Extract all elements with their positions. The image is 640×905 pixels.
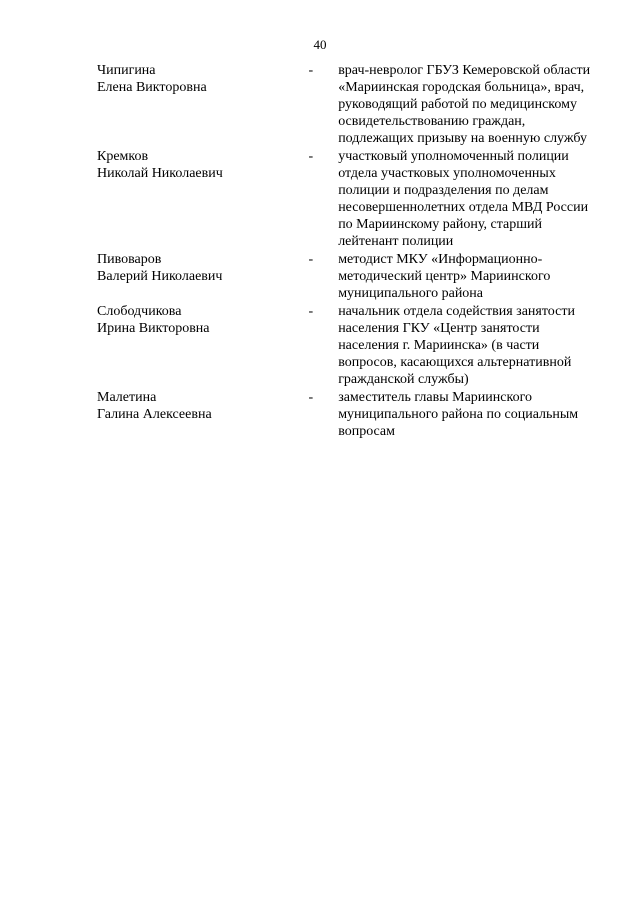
separator-dash: - <box>308 63 314 78</box>
member-name <box>97 62 304 147</box>
separator-dash: - <box>308 390 314 405</box>
separator-dash: - <box>308 252 314 267</box>
member-role: врач-невролог ГБУЗ Кемеровской области «Мариинская городская больница», врач, руководящий работой по медицинскому освидетельствованию граждан, подлежащих призыву на военную службу <box>338 63 591 146</box>
member-role: участковый уполномоченный полиции отдела участковых уполномоченных полиции и подразделения по делам несовершеннолетних отдела МВД России по Мариинскому району, старший лейтенант полиции <box>338 149 589 249</box>
member-surname: Чипигина <box>97 63 156 78</box>
member-surname: Кремков <box>97 149 149 164</box>
commission-member-list <box>97 62 597 440</box>
separator-dash: - <box>308 149 314 164</box>
member-entry <box>97 62 597 147</box>
member-surname: Малетина <box>97 390 157 405</box>
member-surname: Слободчикова <box>97 304 182 319</box>
separator-dash: - <box>308 304 314 319</box>
member-entry <box>97 389 597 440</box>
member-name <box>97 148 304 250</box>
member-given-names: Ирина Викторовна <box>97 321 210 336</box>
member-entry <box>97 148 597 250</box>
member-surname: Пивоваров <box>97 252 162 267</box>
member-role: методист МКУ «Информационно-методический центр» Мариинского муниципального района <box>338 252 551 301</box>
member-given-names: Галина Алексеевна <box>97 407 212 422</box>
member-given-names: Валерий Николаевич <box>97 269 223 284</box>
member-name <box>97 389 304 440</box>
member-given-names: Николай Николаевич <box>97 166 223 181</box>
member-role: заместитель главы Мариинского муниципального района по социальным вопросам <box>338 390 579 439</box>
member-name <box>97 251 304 302</box>
member-name <box>97 303 304 388</box>
member-given-names: Елена Викторовна <box>97 80 207 95</box>
member-entry <box>97 303 597 388</box>
page-number: 40 <box>313 37 327 52</box>
member-entry <box>97 251 597 302</box>
member-role: начальник отдела содействия занятости населения ГКУ «Центр занятости населения г. Мариинска» (в части вопросов, касающихся альтернативной гражданской службы) <box>338 304 575 387</box>
